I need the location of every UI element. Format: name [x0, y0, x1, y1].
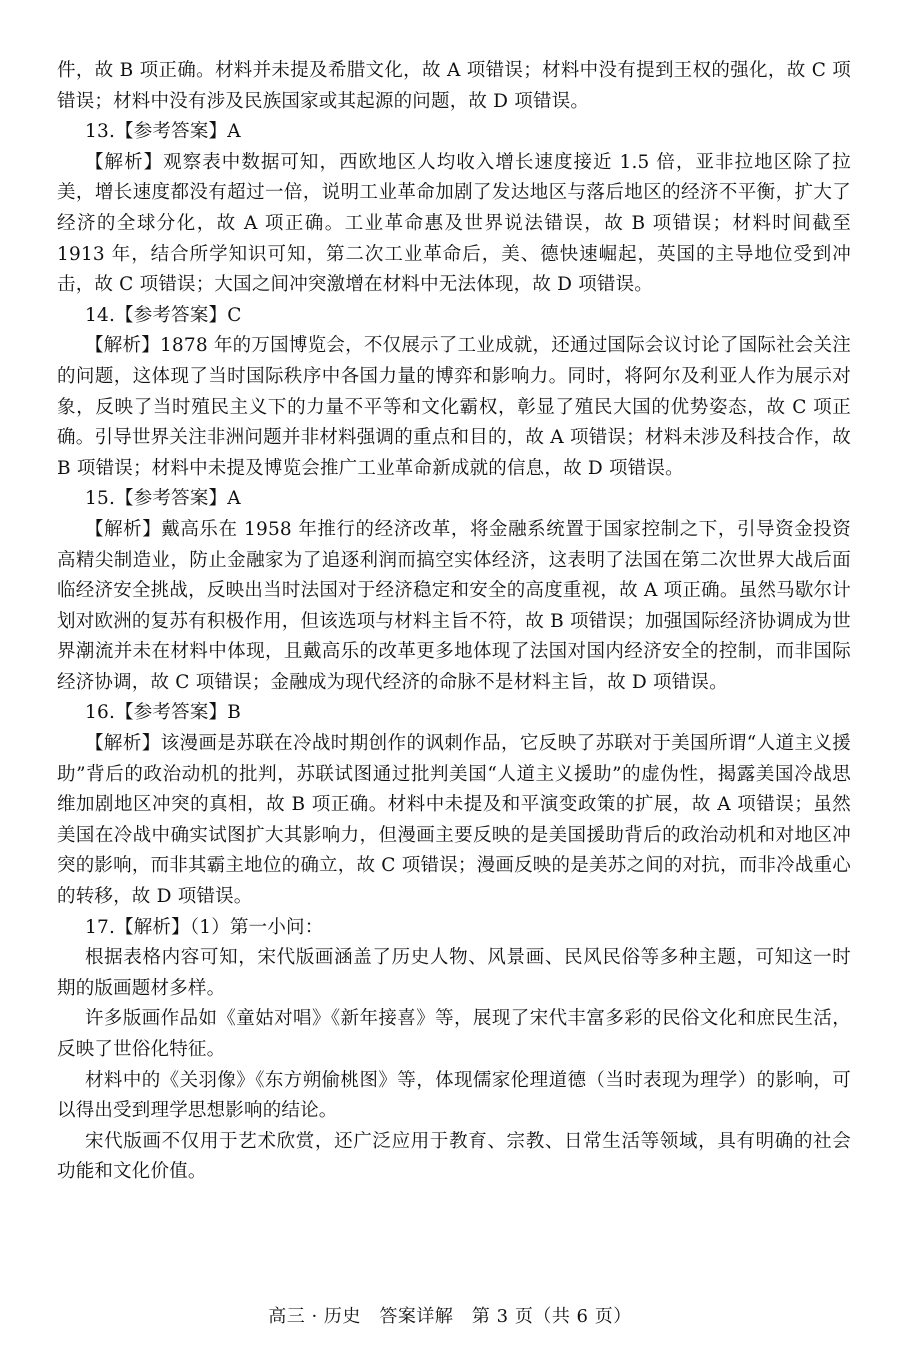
page-footer: 高三 · 历史 答案详解 第 3 页（共 6 页） [268, 1306, 632, 1327]
answer-17-heading: 17.【解析】（1）第一小问： [85, 916, 324, 938]
answer-16-analysis: 【解析】该漫画是苏联在冷战时期创作的讽刺作品，它反映了苏联对于美国所谓“人道主义援助”背后的政治动机的批判，苏联试图通过批判美国“人道主义援助”的虚伪性，揭露美国冷战思维加剧地区冲突的真相，故 B 项正确。材料中未提及和平演变政策的扩展，故 A 项错误；虽然美国在冷战中确实试图扩大其影响力，但漫画主要反映的是美国援助背后的政治动机和对地区冲突的影响，而非其霸主地位的确立，故 C 项错误；漫画反映的是美苏之间的对抗，而非冷战重心的转移，故 D 项错误。 [57, 733, 851, 908]
document-body [57, 56, 851, 1188]
answer-17-point-4: 宋代版画不仅用于艺术欣赏，还广泛应用于教育、宗教、日常生活等领域，具有明确的社会功能和文化价值。 [57, 1130, 851, 1183]
answer-15-heading: 15.【参考答案】A [85, 488, 241, 510]
answer-17-point-1: 根据表格内容可知，宋代版画涵盖了历史人物、风景画、民风民俗等多种主题，可知这一时期的版画题材多样。 [57, 947, 851, 999]
answer-17-point-3: 材料中的《关羽像》《东方朔偷桃图》等，体现儒家伦理道德（当时表现为理学）的影响，可以得出受到理学思想影响的结论。 [57, 1069, 851, 1122]
answer-13-analysis: 【解析】观察表中数据可知，西欧地区人均收入增长速度接近 1.5 倍，亚非拉地区除了拉美，增长速度都没有超过一倍，说明工业革命加剧了发达地区与落后地区的经济不平衡，扩大了经济的全球分化，故 A 项正确。工业革命惠及世界说法错误，故 B 项错误；材料时间截至 1913 年，结合所学知识可知，第二次工业革命后，美、德快速崛起，英国的主导地位受到冲击，故 C 项错误；大国之间冲突激增在材料中无法体现，故 D 项错误。 [57, 151, 851, 296]
answer-16-heading: 16.【参考答案】B [85, 702, 242, 724]
answer-13-heading: 13.【参考答案】A [85, 121, 241, 143]
paragraph-continuation: 件，故 B 项正确。材料并未提及希腊文化，故 A 项错误；材料中没有提到王权的强化，故 C 项错误；材料中没有涉及民族国家或其起源的问题，故 D 项错误。 [57, 60, 851, 112]
answer-15-analysis: 【解析】戴高乐在 1958 年推行的经济改革，将金融系统置于国家控制之下，引导资金投资高精尖制造业，防止金融家为了追逐利润而搞空实体经济，这表明了法国在第二次世界大战后面临经济安全挑战，反映出当时法国对于经济稳定和安全的高度重视，故 A 项正确。虽然马歇尔计划对欧洲的复苏有积极作用，但该选项与材料主旨不符，故 B 项错误；加强国际经济协调成为世界潮流并未在材料中体现，且戴高乐的改革更多地体现了法国对国内经济安全的控制，而非国际经济协调，故 C 项错误；金融成为现代经济的命脉不是材料主旨，故 D 项错误。 [57, 518, 851, 693]
answer-14-analysis: 【解析】1878 年的万国博览会，不仅展示了工业成就，还通过国际会议讨论了国际社会关注的问题，这体现了当时国际秩序中各国力量的博弈和影响力。同时，将阿尔及利亚人作为展示对象，反映了当时殖民主义下的力量不平等和文化霸权，彰显了殖民大国的优势姿态，故 C 项正确。引导世界关注非洲问题并非材料强调的重点和目的，故 A 项错误；材料未涉及科技合作，故 B 项错误；材料中未提及博览会推广工业革命新成就的信息，故 D 项错误。 [57, 335, 851, 479]
answer-17-point-2: 许多版画作品如《童姑对唱》《新年接喜》等，展现了宋代丰富多彩的民俗文化和庶民生活，反映了世俗化特征。 [57, 1008, 851, 1060]
answer-14-heading: 14.【参考答案】C [85, 304, 242, 326]
